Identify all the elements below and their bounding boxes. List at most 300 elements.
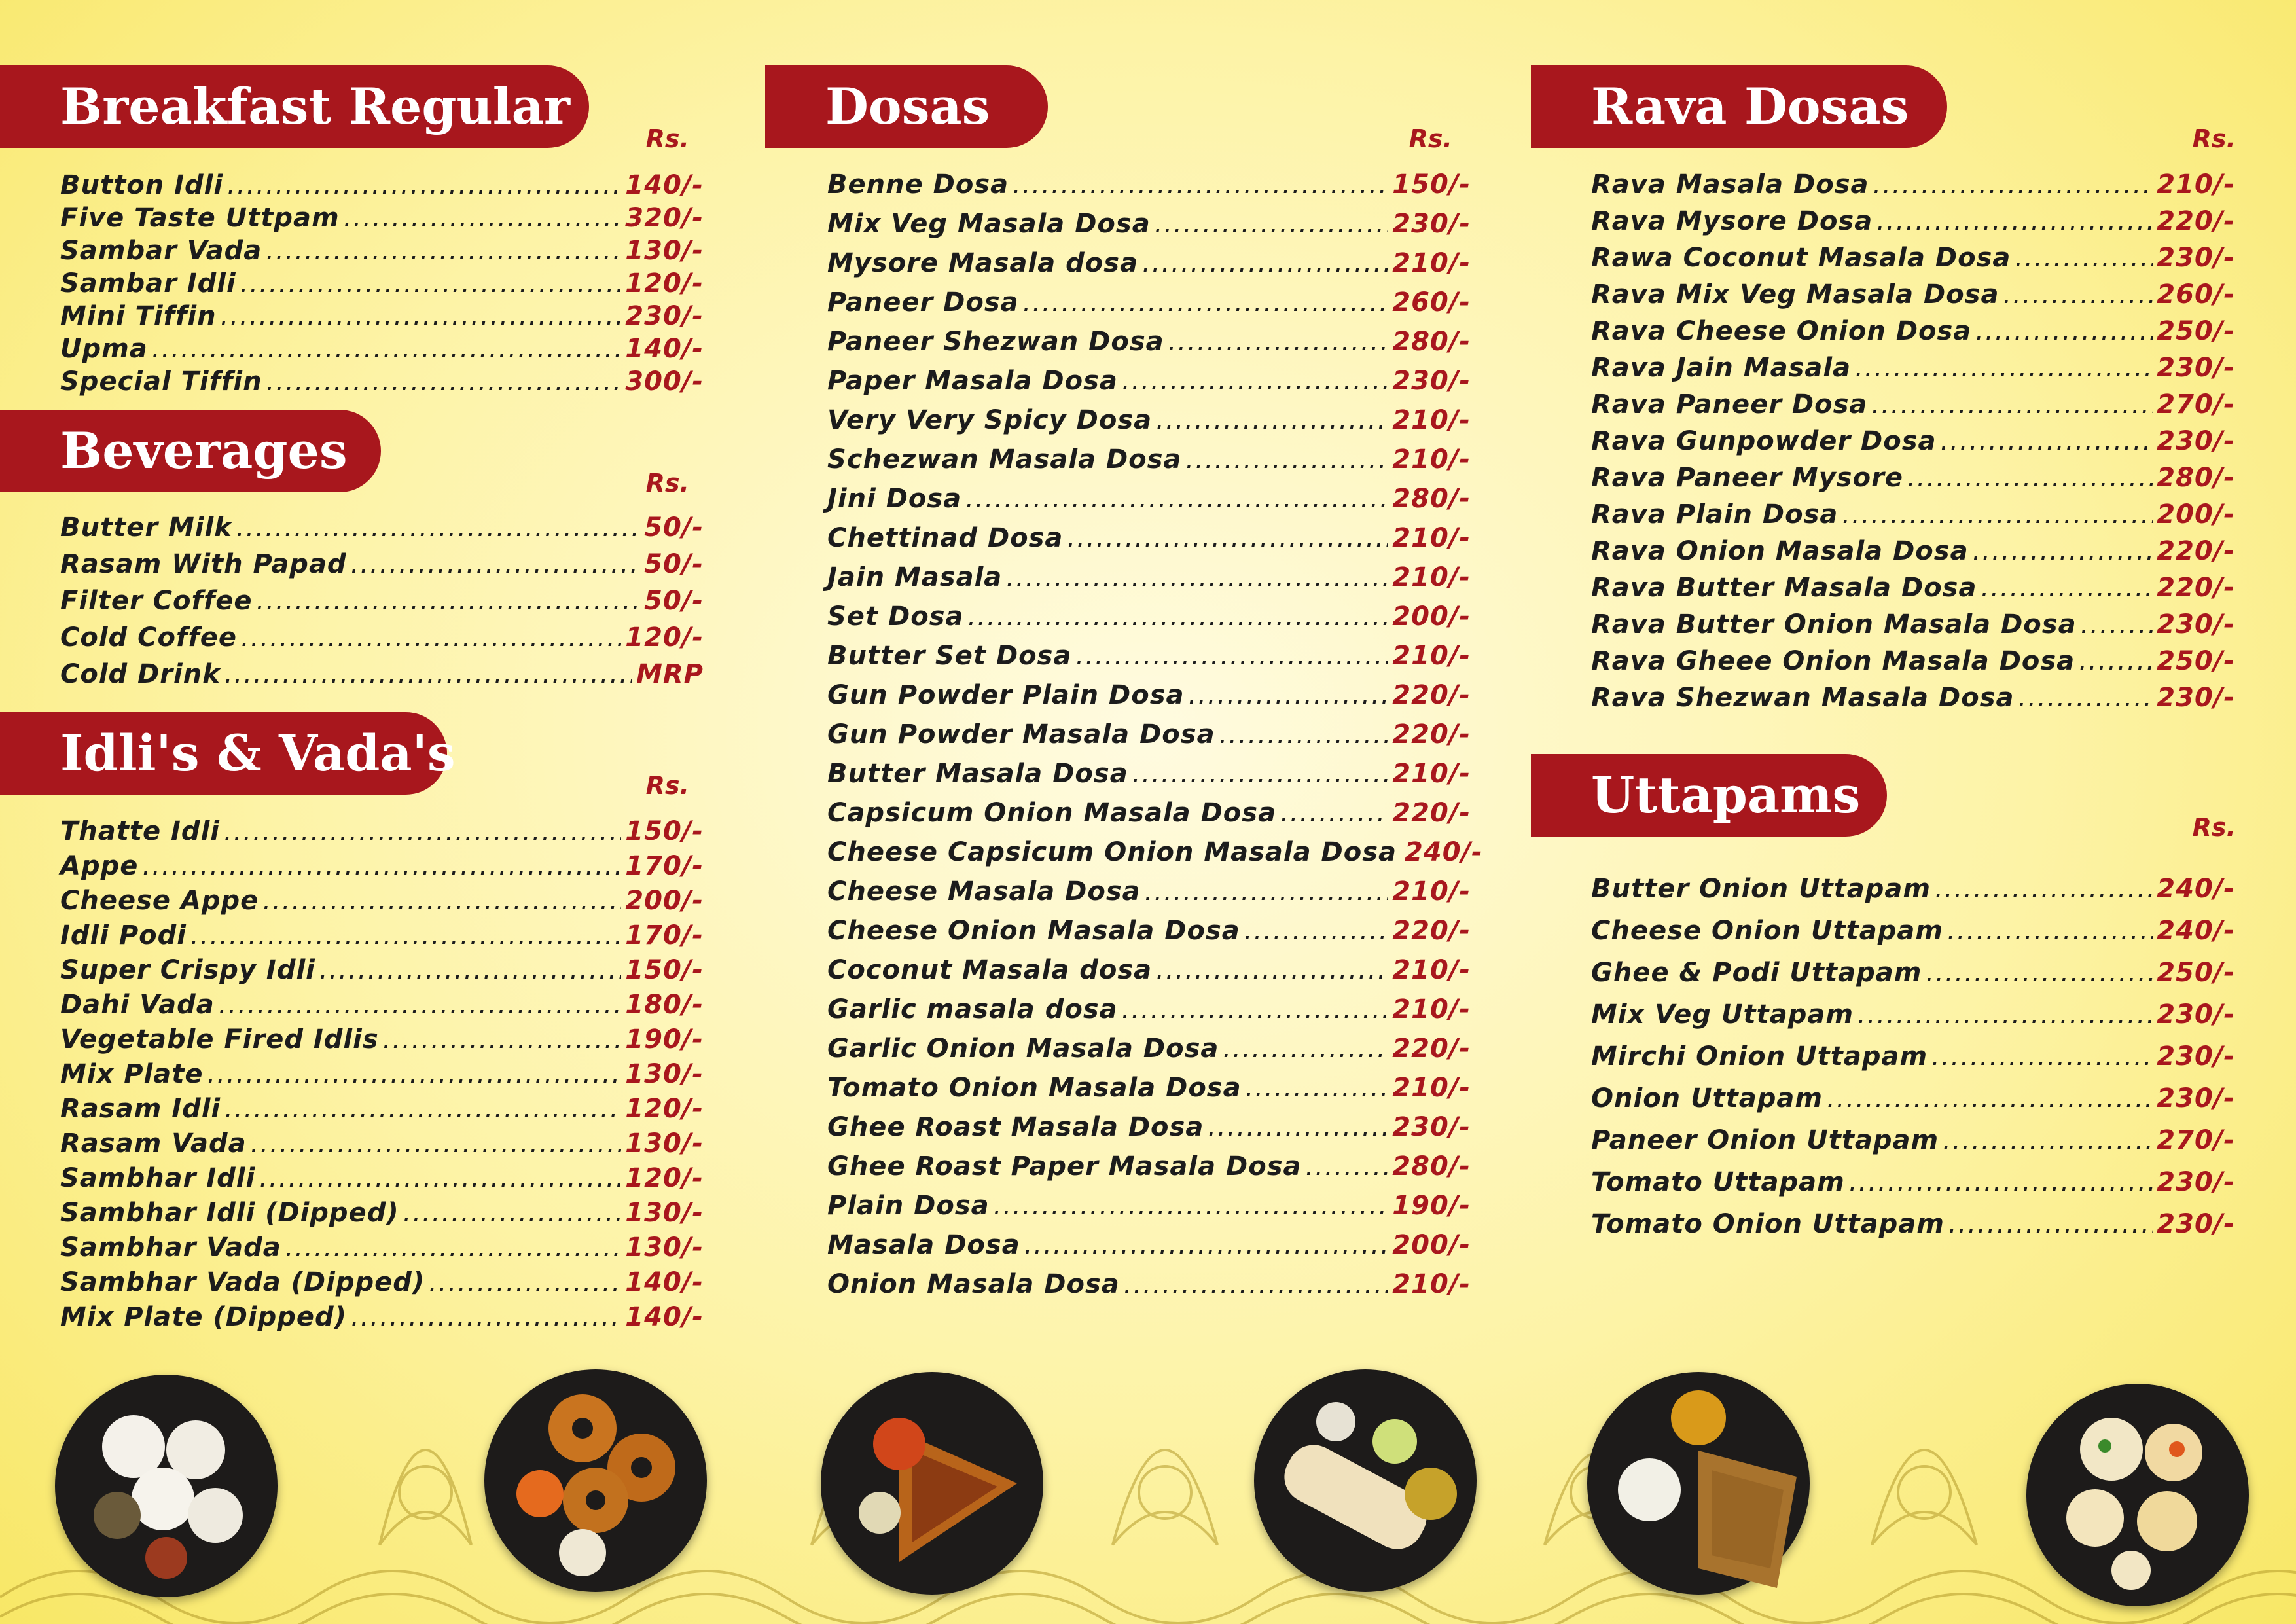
menu-item-name: Mysore Masala dosa — [827, 248, 1139, 278]
menu-item — [827, 911, 1471, 950]
menu-item-price: 200/- — [2157, 499, 2235, 530]
dot-leader — [1943, 1119, 2153, 1161]
menu-item — [60, 509, 704, 546]
menu-item — [1591, 643, 2235, 679]
menu-item-price: 210/- — [1392, 955, 1471, 985]
rava-dosa-plate-icon — [1587, 1372, 1810, 1595]
menu-item — [827, 440, 1471, 479]
menu-item-name: Ghee Roast Masala Dosa — [827, 1112, 1204, 1142]
dot-leader — [1023, 283, 1389, 322]
menu-item-price: 230/- — [1392, 1112, 1471, 1142]
dot-leader — [351, 1300, 621, 1335]
menu-item-name: Rasam With Papad — [60, 549, 347, 579]
dot-leader — [1876, 203, 2153, 240]
menu-item — [1591, 166, 2235, 203]
dot-leader — [251, 1127, 622, 1161]
menu-item — [1591, 1119, 2235, 1161]
dot-leader — [403, 1196, 622, 1231]
menu-item-price: 210/- — [1392, 562, 1471, 592]
menu-item-price: 210/- — [1392, 994, 1471, 1024]
menu-item-name: Capsicum Onion Masala Dosa — [827, 798, 1277, 828]
menu-item — [827, 479, 1471, 518]
dot-leader — [1013, 165, 1388, 204]
menu-item — [60, 953, 704, 988]
menu-item — [60, 1265, 704, 1300]
menu-item — [827, 244, 1471, 283]
menu-item — [60, 1022, 704, 1057]
menu-item — [60, 300, 704, 333]
menu-item — [1591, 423, 2235, 460]
dot-leader — [1941, 423, 2153, 460]
menu-item-price: 240/- — [2157, 916, 2235, 946]
menu-item — [827, 990, 1471, 1029]
menu-item-price: 200/- — [1392, 602, 1471, 632]
menu-item-name: Butter Milk — [60, 513, 232, 543]
dot-leader — [994, 1186, 1389, 1225]
dot-leader — [1124, 1265, 1388, 1304]
menu-item-name: Five Taste Uttpam — [60, 203, 340, 233]
menu-item — [60, 1161, 704, 1196]
menu-item-name: Sambhar Idli — [60, 1163, 256, 1193]
rava-section-title: Rava Dosas — [1531, 65, 1947, 148]
breakfast-section-title: Breakfast Regular — [0, 65, 589, 148]
menu-item-price: 210/- — [1392, 444, 1471, 475]
menu-item — [1591, 569, 2235, 606]
dot-leader — [266, 234, 621, 267]
menu-item-name: Mirchi Onion Uttapam — [1591, 1041, 1928, 1072]
dot-leader — [1306, 1147, 1389, 1186]
menu-item-name: Plain Dosa — [827, 1191, 990, 1221]
menu-item-name: Jain Masala — [827, 562, 1003, 592]
menu-item — [1591, 1161, 2235, 1203]
menu-item-name: Butter Onion Uttapam — [1591, 874, 1931, 904]
menu-item — [1591, 1203, 2235, 1245]
menu-item-name: Butter Masala Dosa — [827, 759, 1128, 789]
menu-item-name: Benne Dosa — [827, 170, 1009, 200]
dot-leader — [2003, 276, 2153, 313]
idli-plate-icon — [55, 1375, 278, 1597]
dot-leader — [1244, 911, 1389, 950]
dot-leader — [285, 1231, 622, 1265]
menu-item-price: 150/- — [1392, 170, 1471, 200]
menu-item — [60, 365, 704, 398]
idlis-section-title: Idli's & Vada's — [0, 712, 447, 795]
dot-leader — [1067, 518, 1388, 558]
dot-leader — [236, 509, 640, 546]
menu-item-name: Upma — [60, 334, 148, 364]
menu-item-name: Masala Dosa — [827, 1230, 1020, 1260]
menu-item-price: 130/- — [625, 1198, 704, 1228]
menu-item-price: 130/- — [625, 1059, 704, 1089]
menu-item — [827, 1265, 1471, 1304]
menu-item-name: Idli Podi — [60, 920, 187, 950]
beverages-currency-label: Rs. — [645, 469, 689, 497]
menu-item — [1591, 276, 2235, 313]
menu-item — [60, 1092, 704, 1127]
menu-item — [1591, 910, 2235, 952]
menu-item — [60, 1300, 704, 1335]
menu-item-name: Paneer Onion Uttapam — [1591, 1125, 1939, 1155]
menu-item — [827, 676, 1471, 715]
dot-leader — [1855, 350, 2153, 386]
menu-item-price: 120/- — [625, 1163, 704, 1193]
menu-item — [827, 401, 1471, 440]
dot-leader — [2079, 643, 2153, 679]
menu-item-name: Rava Gunpowder Dosa — [1591, 426, 1937, 456]
menu-item-name: Tomato Uttapam — [1591, 1167, 1845, 1197]
menu-item-name: Vegetable Fired Idlis — [60, 1024, 379, 1055]
menu-item — [827, 715, 1471, 754]
menu-item — [827, 558, 1471, 597]
menu-item — [827, 1147, 1471, 1186]
menu-item — [60, 814, 704, 849]
menu-item-price: 270/- — [2157, 389, 2235, 420]
dot-leader — [1246, 1068, 1389, 1108]
menu-item-name: Ghee & Podi Uttapam — [1591, 958, 1922, 988]
menu-item — [60, 656, 704, 693]
dot-leader — [259, 1161, 621, 1196]
menu-item-name: Appe — [60, 851, 139, 881]
menu-item — [60, 202, 704, 234]
menu-item-price: 130/- — [625, 1128, 704, 1159]
menu-item — [827, 950, 1471, 990]
menu-item-price: 210/- — [1392, 405, 1471, 435]
menu-item — [827, 636, 1471, 676]
dot-leader — [965, 479, 1388, 518]
menu-item — [60, 583, 704, 619]
menu-item-price: 260/- — [2157, 280, 2235, 310]
menu-item-name: Onion Masala Dosa — [827, 1269, 1120, 1299]
menu-item-name: Tomato Onion Masala Dosa — [827, 1073, 1242, 1103]
menu-item-name: Rava Butter Onion Masala Dosa — [1591, 609, 2077, 640]
menu-item-price: 150/- — [625, 955, 704, 985]
menu-item-price: 210/- — [2157, 170, 2235, 200]
menu-item-name: Super Crispy Idli — [60, 955, 315, 985]
menu-item-name: Rava Masala Dosa — [1591, 170, 1869, 200]
menu-item-name: Rava Mysore Dosa — [1591, 206, 1873, 236]
menu-item-price: 200/- — [625, 886, 704, 916]
menu-item-price: 280/- — [1392, 327, 1471, 357]
dot-leader — [2081, 606, 2153, 643]
vada-plate-icon — [484, 1369, 707, 1592]
menu-item-price: MRP — [636, 659, 704, 689]
menu-item-name: Gun Powder Plain Dosa — [827, 680, 1185, 710]
menu-item-price: 280/- — [1392, 484, 1471, 514]
menu-item-price: 150/- — [625, 816, 704, 846]
dot-leader — [1931, 1036, 2153, 1077]
menu-item-name: Set Dosa — [827, 602, 964, 632]
menu-item-price: 50/- — [644, 549, 704, 579]
menu-item-name: Mix Plate — [60, 1059, 204, 1089]
menu-item-price: 220/- — [1392, 719, 1471, 749]
menu-item — [1591, 994, 2235, 1036]
menu-item-price: 230/- — [2157, 683, 2235, 713]
dot-leader — [1827, 1077, 2153, 1119]
menu-item-name: Rava Jain Masala — [1591, 353, 1852, 383]
dot-leader — [257, 583, 641, 619]
menu-item-name: Rawa Coconut Masala Dosa — [1591, 243, 2011, 273]
beverages-menu-list — [60, 509, 704, 693]
menu-item-name: Paper Masala Dosa — [827, 366, 1118, 396]
menu-item-name: Paneer Shezwan Dosa — [827, 327, 1164, 357]
menu-item — [827, 1108, 1471, 1147]
menu-item — [1591, 386, 2235, 423]
dot-leader — [1842, 496, 2153, 533]
menu-item-price: 260/- — [1392, 287, 1471, 317]
dot-leader — [241, 619, 621, 656]
dot-leader — [1849, 1161, 2153, 1203]
menu-item-name: Ghee Roast Paper Masala Dosa — [827, 1151, 1302, 1182]
menu-item — [827, 833, 1483, 872]
dot-leader — [1122, 361, 1388, 401]
menu-item — [1591, 1036, 2235, 1077]
dot-leader — [344, 202, 622, 234]
menu-item — [60, 267, 704, 300]
menu-item-name: Dahi Vada — [60, 990, 215, 1020]
dosas-section-title: Dosas — [765, 65, 1048, 148]
menu-item-name: Cold Coffee — [60, 623, 238, 653]
menu-item-price: 210/- — [1392, 641, 1471, 671]
menu-item-price: 200/- — [1392, 1230, 1471, 1260]
menu-item-price: 230/- — [1392, 366, 1471, 396]
menu-item-price: 180/- — [625, 990, 704, 1020]
menu-item-price: 120/- — [625, 268, 704, 298]
menu-item-price: 230/- — [2157, 353, 2235, 383]
menu-item-price: 220/- — [2157, 573, 2235, 603]
dosas-menu-list — [827, 165, 1483, 1304]
dot-leader — [1142, 244, 1388, 283]
menu-item-name: Rava Plain Dosa — [1591, 499, 1839, 530]
rava-currency-label: Rs. — [2192, 124, 2236, 153]
menu-item-name: Special Tiffin — [60, 367, 262, 397]
menu-item-price: 220/- — [2157, 206, 2235, 236]
dot-leader — [1132, 754, 1389, 793]
menu-item-price: 120/- — [625, 1094, 704, 1124]
menu-item-price: 130/- — [625, 1233, 704, 1263]
menu-item — [1591, 679, 2235, 716]
dot-leader — [1947, 910, 2153, 952]
dot-leader — [1189, 676, 1389, 715]
menu-item-price: 230/- — [2157, 609, 2235, 640]
menu-item-price: 230/- — [2157, 1041, 2235, 1072]
mandala-pattern-icon — [0, 1348, 2296, 1624]
dot-leader — [190, 918, 621, 953]
menu-item-name: Cheese Capsicum Onion Masala Dosa — [827, 837, 1397, 867]
breakfast-menu-list — [60, 169, 704, 398]
menu-item-price: 130/- — [625, 236, 704, 266]
menu-item-name: Rasam Idli — [60, 1094, 221, 1124]
uttapam-plate-icon — [2026, 1384, 2249, 1606]
uttapams-menu-list — [1591, 868, 2235, 1245]
dot-leader — [152, 333, 621, 365]
dot-leader — [1156, 401, 1388, 440]
menu-item-name: Rava Paneer Dosa — [1591, 389, 1868, 420]
menu-item-price: 230/- — [2157, 1083, 2235, 1113]
menu-item-name: Very Very Spicy Dosa — [827, 405, 1153, 435]
menu-item-name: Rava Mix Veg Masala Dosa — [1591, 280, 2000, 310]
dot-leader — [262, 884, 621, 918]
menu-item-name: Schezwan Masala Dosa — [827, 444, 1182, 475]
dot-leader — [240, 267, 622, 300]
menu-item — [827, 204, 1471, 244]
menu-item-name: Sambhar Vada — [60, 1233, 281, 1263]
menu-item-name: Garlic Onion Masala Dosa — [827, 1034, 1219, 1064]
menu-item — [827, 1068, 1471, 1108]
menu-item-name: Sambhar Vada (Dipped) — [60, 1267, 425, 1297]
dot-leader — [266, 365, 622, 398]
dot-leader — [221, 300, 622, 333]
menu-item — [60, 1127, 704, 1161]
dot-leader — [219, 988, 622, 1022]
menu-item — [60, 169, 704, 202]
menu-item-name: Rava Cheese Onion Dosa — [1591, 316, 1972, 346]
menu-item-price: 230/- — [625, 301, 704, 331]
idlis-currency-label: Rs. — [645, 771, 689, 800]
menu-item-name: Mix Plate (Dipped) — [60, 1302, 347, 1332]
menu-item-price: 210/- — [1392, 248, 1471, 278]
menu-item-price: 230/- — [1392, 209, 1471, 239]
dot-leader — [1156, 950, 1388, 990]
menu-item-name: Filter Coffee — [60, 586, 253, 616]
menu-item-price: 170/- — [625, 851, 704, 881]
menu-item-name: Onion Uttapam — [1591, 1083, 1823, 1113]
menu-item-name: Jini Dosa — [827, 484, 962, 514]
dot-leader — [1075, 636, 1388, 676]
menu-item — [60, 988, 704, 1022]
menu-item-price: 210/- — [1392, 759, 1471, 789]
uttapams-section-title: Uttapams — [1531, 754, 1887, 837]
menu-item — [827, 361, 1471, 401]
menu-item — [1591, 952, 2235, 994]
menu-item — [827, 597, 1471, 636]
menu-item-price: 170/- — [625, 920, 704, 950]
dosa-plate-icon — [821, 1372, 1043, 1595]
menu-item — [60, 918, 704, 953]
menu-item-name: Thatte Idli — [60, 816, 220, 846]
menu-item-price: 190/- — [1392, 1191, 1471, 1221]
dot-leader — [227, 169, 621, 202]
idlis-menu-list — [60, 814, 704, 1335]
menu-item-price: 220/- — [1392, 1034, 1471, 1064]
menu-item-price: 300/- — [625, 367, 704, 397]
menu-item-price: 230/- — [2157, 1209, 2235, 1239]
menu-item-price: 140/- — [625, 1267, 704, 1297]
dot-leader — [383, 1022, 622, 1057]
menu-item-name: Sambar Idli — [60, 268, 236, 298]
menu-item-price: 320/- — [625, 203, 704, 233]
menu-item-price: 50/- — [644, 513, 704, 543]
menu-item — [827, 165, 1471, 204]
dot-leader — [1935, 868, 2153, 910]
dot-leader — [1871, 386, 2153, 423]
menu-item-price: 280/- — [1392, 1151, 1471, 1182]
menu-item — [1591, 313, 2235, 350]
menu-item — [1591, 240, 2235, 276]
dot-leader — [207, 1057, 622, 1092]
menu-item — [827, 1029, 1471, 1068]
menu-item — [827, 283, 1471, 322]
menu-item — [1591, 203, 2235, 240]
menu-item — [60, 1057, 704, 1092]
menu-item-price: 270/- — [2157, 1125, 2235, 1155]
dot-leader — [1219, 715, 1389, 754]
menu-item — [60, 234, 704, 267]
dot-leader — [1208, 1108, 1388, 1147]
menu-item-name: Coconut Masala dosa — [827, 955, 1153, 985]
dot-leader — [224, 1092, 621, 1127]
menu-item-price: 210/- — [1392, 1073, 1471, 1103]
menu-item-name: Rava Onion Masala Dosa — [1591, 536, 1969, 566]
menu-item-price: 220/- — [1392, 680, 1471, 710]
menu-item-price: 120/- — [625, 623, 704, 653]
dot-leader — [1122, 990, 1389, 1029]
menu-item — [1591, 460, 2235, 496]
dot-leader — [1024, 1225, 1389, 1265]
dot-leader — [1907, 460, 2153, 496]
menu-item-price: 220/- — [1392, 798, 1471, 828]
menu-item-price: 230/- — [2157, 243, 2235, 273]
dot-leader — [142, 849, 621, 884]
menu-item — [827, 793, 1471, 833]
dot-leader — [1873, 166, 2153, 203]
breakfast-currency-label: Rs. — [645, 124, 689, 153]
dot-leader — [1926, 952, 2153, 994]
menu-item-price: 140/- — [625, 334, 704, 364]
menu-item-price: 210/- — [1392, 1269, 1471, 1299]
menu-item-price: 50/- — [644, 586, 704, 616]
menu-item — [60, 849, 704, 884]
dot-leader — [224, 656, 632, 693]
beverages-section-title: Beverages — [0, 410, 381, 492]
menu-item — [60, 619, 704, 656]
menu-item-name: Sambar Vada — [60, 236, 262, 266]
menu-item-name: Cheese Appe — [60, 886, 259, 916]
menu-item-name: Cold Drink — [60, 659, 221, 689]
menu-item-price: 220/- — [2157, 536, 2235, 566]
menu-item-price: 240/- — [2157, 874, 2235, 904]
dot-leader — [1973, 533, 2153, 569]
menu-item — [1591, 533, 2235, 569]
dot-leader — [224, 814, 621, 849]
dot-leader — [1168, 322, 1389, 361]
menu-item — [60, 333, 704, 365]
menu-item-name: Mini Tiffin — [60, 301, 217, 331]
dot-leader — [1981, 569, 2153, 606]
menu-item — [1591, 350, 2235, 386]
menu-item-name: Rava Paneer Mysore — [1591, 463, 1903, 493]
dot-leader — [1948, 1203, 2153, 1245]
menu-item-price: 230/- — [2157, 426, 2235, 456]
menu-item-price: 230/- — [2157, 1167, 2235, 1197]
dot-leader — [351, 546, 641, 583]
dosas-currency-label: Rs. — [1408, 124, 1452, 153]
menu-item-price: 280/- — [2157, 463, 2235, 493]
menu-item-name: Paneer Dosa — [827, 287, 1019, 317]
menu-item — [60, 884, 704, 918]
menu-item-name: Tomato Onion Uttapam — [1591, 1209, 1945, 1239]
menu-item — [1591, 868, 2235, 910]
dot-leader — [1006, 558, 1388, 597]
dot-leader — [1223, 1029, 1388, 1068]
menu-item-name: Mix Veg Masala Dosa — [827, 209, 1151, 239]
menu-item — [1591, 1077, 2235, 1119]
menu-item-price: 250/- — [2157, 958, 2235, 988]
dot-leader — [2018, 679, 2153, 716]
menu-item-price: 250/- — [2157, 646, 2235, 676]
uttapams-currency-label: Rs. — [2192, 813, 2236, 842]
menu-item-price: 210/- — [1392, 523, 1471, 553]
menu-item-name: Rava Shezwan Masala Dosa — [1591, 683, 2015, 713]
